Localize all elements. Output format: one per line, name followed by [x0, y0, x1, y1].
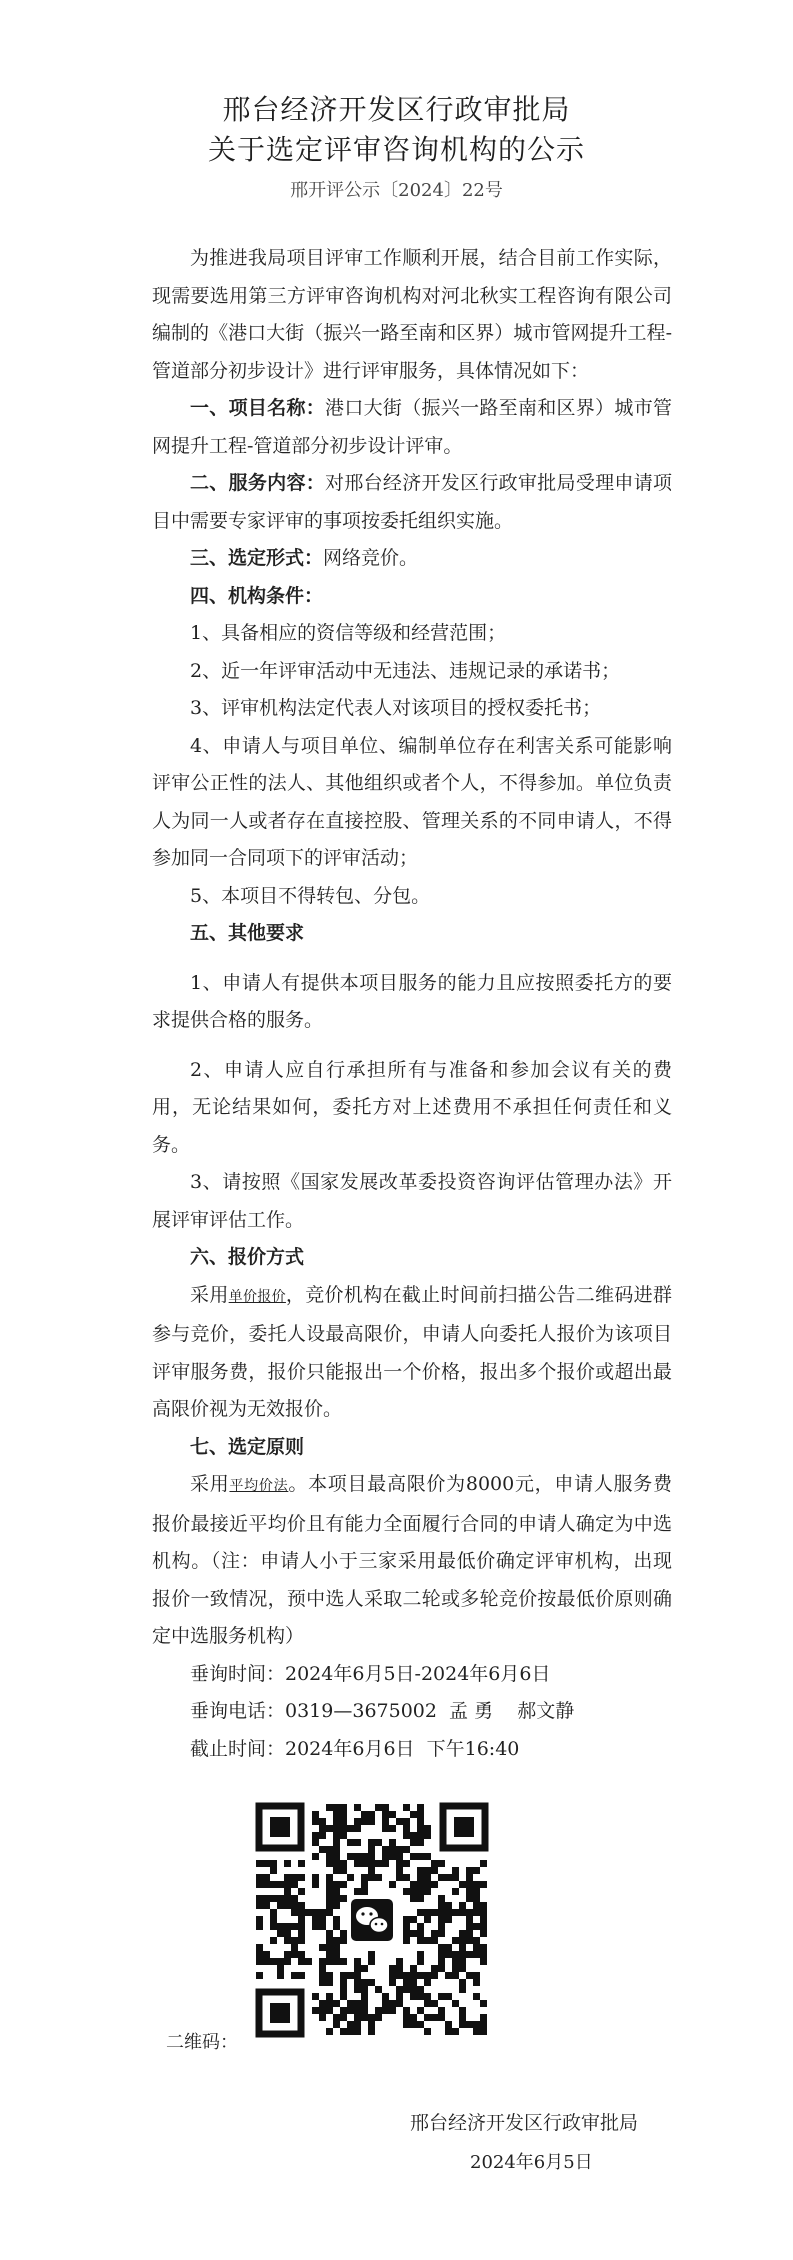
section-7-method: 平均价法 [229, 1478, 289, 1494]
section-4-item: 5、本项目不得转包、分包。 [190, 884, 431, 907]
section-4-item: 3、评审机构法定代表人对该项目的授权委托书； [190, 697, 602, 719]
section-5-item: 1、申请人有提供本项目服务的能力且应按照委托方的要求提供合格的服务。 [152, 971, 672, 1031]
section-6-text [152, 1277, 672, 1429]
title-line-1: 邢台经济开发区行政审批局 [222, 93, 571, 126]
section-1-text: 港口大街（振兴一路至南和区界）城市管网提升工程-管道部分初步设计评审。 [152, 397, 672, 457]
section-2-text: 对邢台经济开发区行政审批局受理申请项目中需要专家评审的事项按委托组织实施。 [152, 472, 672, 532]
section-3-label: 三、选定形式： [190, 547, 324, 569]
inquiry-time: 垂询时间：2024年6月5日-2024年6月6日 [190, 1662, 551, 1685]
section-4-item: 4、申请人与项目单位、编制单位存在利害关系可能影响评审公正性的法人、其他组织或者个人，不得参加。单位负责人为同一人或者存在直接控股、管理关系的不同申请人，不得参加同一合同项下的评审活动； [152, 734, 672, 869]
section-7-heading: 七、选定原则 [190, 1435, 305, 1458]
section-3-text: 网络竞价。 [323, 547, 419, 569]
section-2-label: 二、服务内容： [190, 472, 326, 494]
section-4-item: 2、近一年评审活动中无违法、违规记录的承诺书； [190, 659, 621, 682]
qr-code-label: 二维码： [166, 2032, 238, 2053]
signature-organization: 邢台经济开发区行政审批局 [410, 2112, 639, 2134]
section-7-text [152, 1466, 672, 1656]
section-1 [152, 390, 672, 465]
document-number: 邢开评公示〔2024〕22号 [290, 180, 503, 201]
wechat-logo-icon [347, 1895, 397, 1945]
notice-body [152, 240, 672, 1768]
section-7-body: 。本项目最高限价为8000元，申请人服务费报价最接近平均价且有能力全面履行合同的申请人确定为中选机构。（注：申请人小于三家采用最低价确定评审机构，出现报价一致情况，预中选人采取二轮或多轮竞价按最低价原则确定中选服务机构） [152, 1473, 673, 1647]
section-1-label: 一、项目名称： [190, 397, 326, 419]
section-2 [152, 465, 672, 540]
section-6-method: 单价报价 [228, 1288, 286, 1305]
section-7-prefix: 采用 [190, 1473, 230, 1495]
section-5-heading: 五、其他要求 [190, 922, 305, 944]
section-6-heading: 六、报价方式 [190, 1246, 305, 1268]
section-4-heading: 四、机构条件： [190, 584, 324, 607]
signature-date: 2024年6月5日 [470, 2152, 593, 2173]
section-5-item: 2、申请人应自行承担所有与准备和参加会议有关的费用，无论结果如何，委托方对上述费用不承担任何责任和义务。 [152, 1058, 672, 1156]
intro-paragraph: 为推进我局项目评审工作顺利开展，结合目前工作实际，现需要选用第三方评审咨询机构对河北秋实工程咨询有限公司编制的《港口大街（振兴一路至南和区界）城市管网提升工程-管道部分初步设计》进行评审服务，具体情况如下： [152, 247, 672, 382]
qr-code-icon[interactable] [253, 1800, 491, 2040]
deadline: 截止时间：2024年6月6日 下午16:40 [190, 1737, 520, 1760]
inquiry-phone: 垂询电话：0319—3675002 孟 勇 郝文静 [190, 1700, 575, 1722]
section-6-body: ，竞价机构在截止时间前扫描公告二维码进群参与竞价，委托人设最高限价，申请人向委托人报价为该项目评审服务费，报价只能报出一个价格，报出多个报价或超出最高限价视为无效报价。 [152, 1283, 672, 1420]
section-4-item: 1、具备相应的资信等级和经营范围； [190, 622, 507, 644]
title-line-2: 关于选定评审咨询机构的公示 [207, 133, 585, 166]
section-6-prefix: 采用 [190, 1283, 229, 1306]
section-3 [152, 540, 672, 578]
section-5-item: 3、请按照《国家发展改革委投资咨询评估管理办法》开展评审评估工作。 [152, 1171, 672, 1231]
